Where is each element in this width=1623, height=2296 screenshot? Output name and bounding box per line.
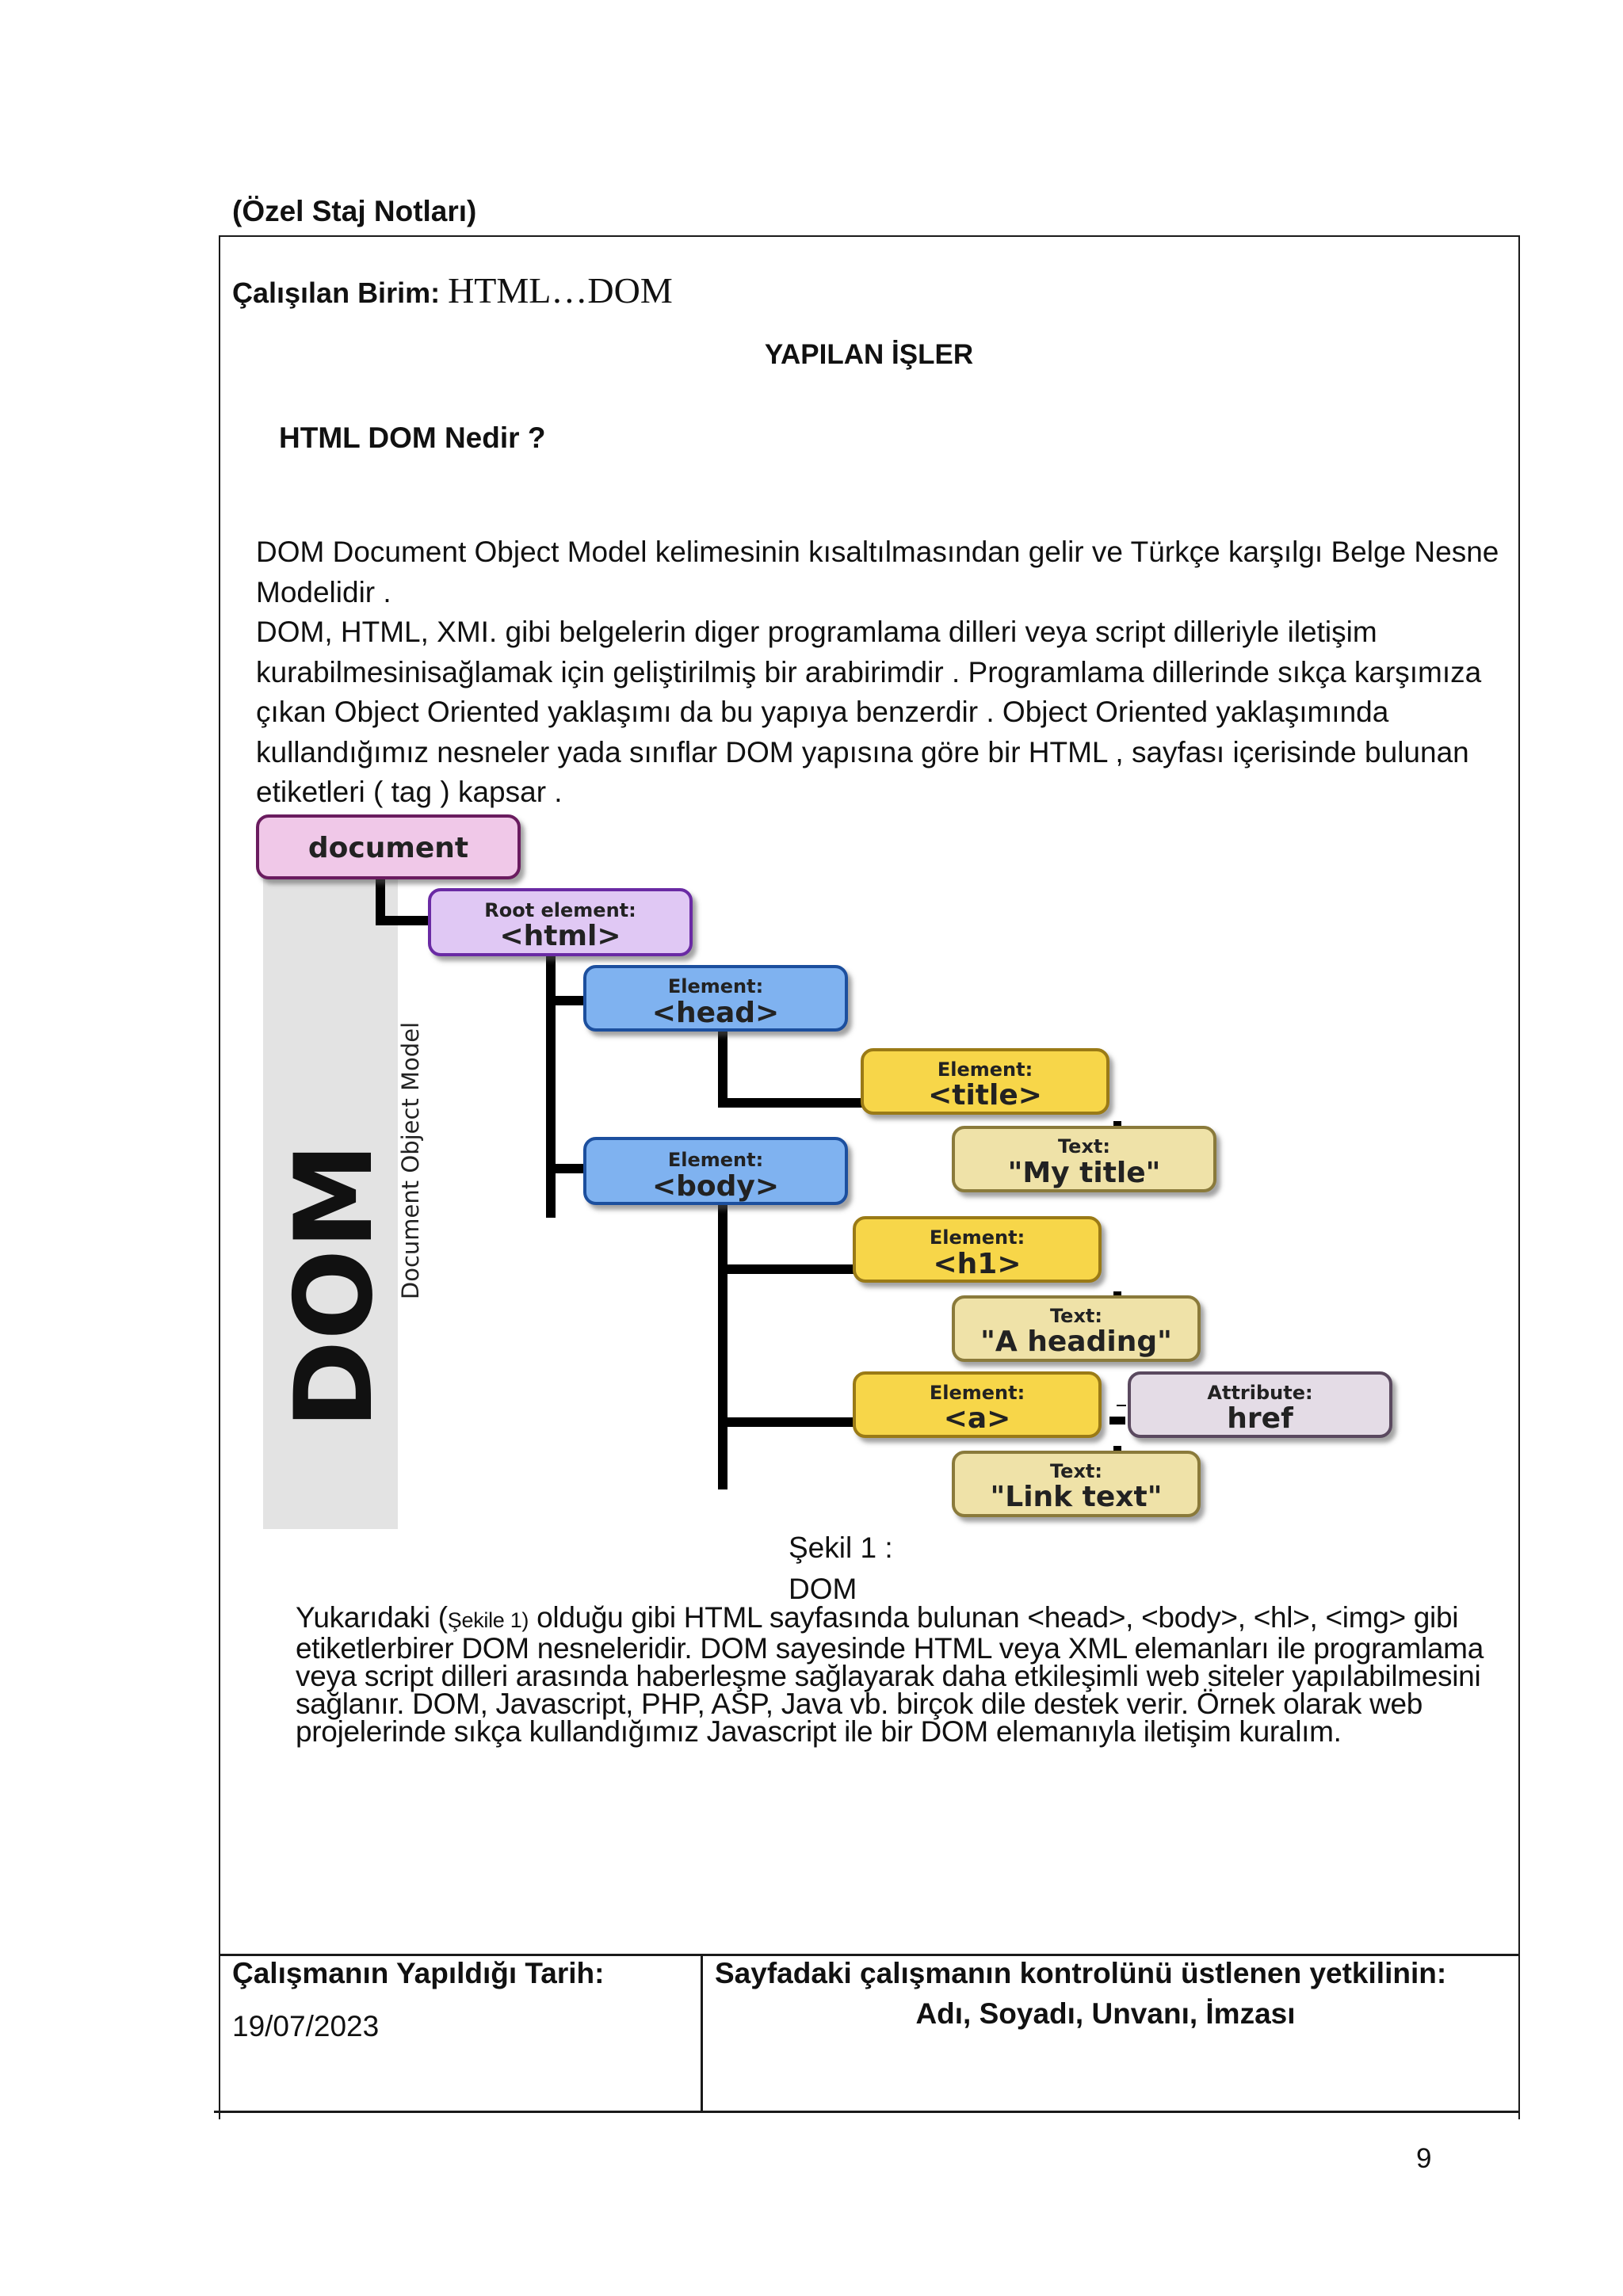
node-attribute-type: Attribute: [1207,1382,1313,1404]
unit-row [232,269,673,311]
explanation-paragraph [296,1601,1516,1748]
box-right-border [1518,235,1520,2119]
box-top-border [219,235,1520,237]
intro-paragraph-line-2: DOM, HTML, XMI. gibi belgelerin diger programlama dilleri veya script dilleriyle iletişim kurabilmesinisağlamak için geliştirilmiş bir arabirimdir . Programlama dillerinde sıkça karşımıza çıkan Object Oriented yaklaşımı da bu yapıya benzerdir . Object Oriented yaklaşımında kullandığımız nesneler yada sınıflar DOM yapısına göre bir HTML , sayfası içerisinde bulunan etiketleri ( tag ) kapsar . [256,616,1482,808]
node-h1-text-value: "A heading" [980,1325,1172,1358]
node-title-text [953,1127,1215,1191]
explanation-before: Yukarıdaki ( [296,1601,448,1634]
node-title-value: <title> [928,1079,1042,1112]
dom-tree-diagram [254,812,1411,1529]
node-attribute-value: href [1227,1402,1293,1435]
node-h1-text [953,1297,1199,1360]
node-title [862,1050,1108,1113]
box-left-border [219,235,220,2119]
footer-top-border [219,1954,1520,1956]
node-attribute [1129,1373,1391,1436]
authority-label: Sayfadaki çalışmanın kontrolünü üstlenen yetkilinin: [715,1957,1447,1989]
node-a-text-value: "Link text" [990,1481,1163,1513]
node-body-type: Element: [667,1149,764,1171]
node-a-type: Element: [929,1382,1025,1404]
node-h1-text-type: Text: [1049,1305,1103,1327]
dom-side-subtitle: Document Object Model [397,1021,424,1300]
dom-side-title: DOM [272,1142,396,1429]
node-head-value: <head> [651,997,780,1029]
node-h1-value: <h1> [933,1248,1022,1280]
unit-value: HTML…DOM [448,270,673,311]
node-head [585,967,846,1030]
node-document-value: document [307,832,469,864]
header-note: (Özel Staj Notları) [232,195,477,227]
node-html-value: <html> [499,920,621,952]
date-label: Çalışmanın Yapıldığı Tarih: [232,1957,605,1989]
figure-caption-line-2: DOM [789,1573,857,1605]
node-a [854,1373,1100,1436]
date-value: 19/07/2023 [232,2010,380,2042]
authority-fields: Adı, Soyadı, Unvanı, İmzası [915,1997,1296,2030]
figure-reference: Şekile 1) [447,1608,529,1632]
node-html [430,890,691,955]
node-title-text-value: "My title" [1007,1157,1161,1189]
node-title-type: Element: [937,1058,1033,1081]
node-a-value: <a> [943,1402,1011,1435]
node-body-value: <body> [651,1170,780,1203]
node-a-text-type: Text: [1049,1460,1103,1482]
intro-paragraph-line-1: DOM Document Object Model kelimesinin kısaltılmasından gelir ve Türkçe karşılgı Belge Nesne Modelidir . [256,536,1499,608]
node-title-text-type: Text: [1057,1135,1111,1158]
footer-divider [701,1954,703,2112]
node-head-type: Element: [667,975,764,997]
intro-paragraph [256,532,1524,813]
page-number: 9 [1416,2143,1432,2174]
node-html-type: Root element: [484,899,636,921]
subheading: HTML DOM Nedir ? [279,421,546,454]
node-h1-type: Element: [929,1226,1025,1249]
unit-label: Çalışılan Birim: [232,277,441,309]
section-title: YAPILAN İŞLER [764,339,974,370]
explanation-after: olduğu gibi HTML sayfasında bulunan <head>, <body>, <hl>, <img> gibi etiketlerbirer DOM nesneleridir. DOM sayesinde HTML veya XML elemanları ile programlama veya script dilleri arasında haberleşme sağlayarak daha etkileşimli web siteler yapılabilmesini sağlanır. DOM, Javascript, PHP, ASP, Java vb. birçok dile destek verir. Örnek olarak web projelerinde sıkça kullandığımız Javascript ile bir DOM elemanıyla iletişim kuralım. [296,1601,1484,1748]
figure-caption-line-1: Şekil 1 : [789,1531,893,1564]
figure-caption [789,1527,893,1610]
node-a-text [953,1452,1199,1516]
box-bottom-border [214,2111,1520,2113]
node-h1 [854,1218,1100,1281]
node-document [258,816,519,878]
node-body [585,1138,846,1203]
